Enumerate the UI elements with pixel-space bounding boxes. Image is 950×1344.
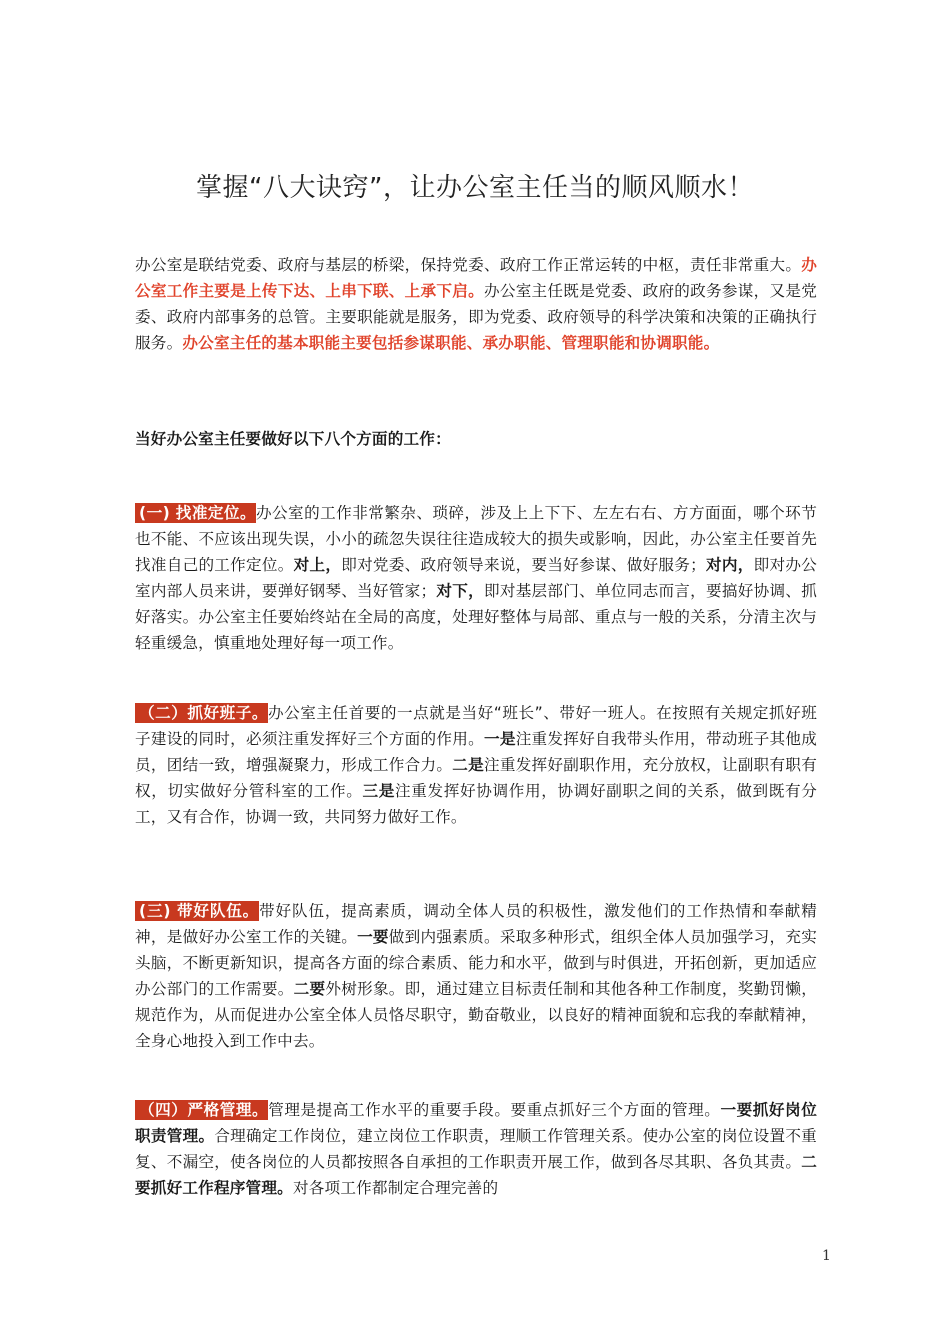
section-1-text-3: 即对办公室内部人员来讲，要弹好钢琴、当好管家； [135,556,817,600]
section-3-text-2: 做到内强素质。采取多种形式，组织全体人员加强学习，充实头脑，不断更新知识，提高各方面的综合素质、能力和水平，做到与时俱进，开拓创新，更加适应办公部门的工作需要。 [135,928,817,998]
section-1-text-4: 即对基层部门、单位同志而言，要搞好协调、抓好落实。办公室主任要始终站在全局的高度，处理好整体与局部、重点与一般的关系，分清主次与轻重缓急，慎重地处理好每一项工作。 [135,582,817,652]
intro-paragraph [135,252,817,356]
section-3-tag: (三) 带好队伍。 [135,901,259,921]
intro-text-1: 办公室是联结党委、政府与基层的桥梁，保持党委、政府工作正常运转的中枢，责任非常重大。 [135,256,802,274]
section-4-text-1: 管理是提高工作水平的重要手段。要重点抓好三个方面的管理。 [268,1101,721,1119]
section-2-bold-2: 二是 [452,756,484,774]
page-title: 掌握“八大诀窍”，让办公室主任当的顺风顺水！ [196,173,754,203]
intro-text-2: 办公室主任既是党委、政府的政务参谋，又是党委、政府内部事务的总管。主要职能就是服务，即为党委、政府领导的科学决策和决策的正确执行服务。 [135,282,817,352]
section-2-text-2: 注重发挥好自我带头作用，带动班子其他成员，团结一致，增强凝聚力，形成工作合力。 [135,730,817,774]
section-2-bold-3: 三是 [362,782,395,800]
section-1-bold-1: 对上， [293,556,342,574]
section-3-text-3: 外树形象。即，通过建立目标责任制和其他各种工作制度，奖勤罚懒，规范作为，从而促进办公室全体人员恪尽职守，勤奋敬业，以良好的精神面貌和忘我的奉献精神，全身心地投入到工作中去。 [135,980,817,1050]
section-4-tag: （四）严格管理。 [135,1100,268,1120]
section-2-bold-1: 一是 [483,730,516,748]
section-1-bold-2: 对内， [705,556,754,574]
section-1-paragraph [135,500,817,656]
section-2-text-4: 注重发挥好协调作用，协调好副职之间的关系，做到既有分工，又有合作，协调一致，共同努力做好工作。 [135,782,817,826]
section-3-bold-1: 一要 [357,928,389,946]
section-heading: 当好办公室主任要做好以下八个方面的工作： [135,430,451,448]
page-number: 1 [822,1248,831,1264]
section-1-text-2: 即对党委、政府领导来说，要当好参谋、做好服务； [341,556,706,574]
section-4-bold-2: 二要抓好工作程序管理。 [135,1153,817,1197]
section-3-text-1: 带好队伍，提高素质，调动全体人员的积极性，激发他们的工作热情和奉献精神，是做好办公室工作的关键。 [135,902,817,946]
section-1-bold-3: 对下， [436,582,484,600]
intro-highlight-2: 办公室主任的基本职能主要包括参谋职能、承办职能、管理职能和协调职能。 [182,334,720,352]
section-4-text-2: 合理确定工作岗位，建立岗位工作职责，理顺工作管理关系。使办公室的岗位设置不重复、不漏空，使各岗位的人员都按照各自承担的工作职责开展工作，做到各尽其职、各负其责。 [135,1127,817,1171]
section-3-bold-2: 二要 [293,980,326,998]
section-4-paragraph [135,1097,817,1201]
section-4-text-3: 对各项工作都制定合理完善的 [292,1179,499,1197]
section-3-paragraph [135,898,817,1054]
section-2-tag: （二）抓好班子。 [135,703,268,723]
section-4-bold-1: 一要抓好岗位职责管理。 [135,1101,818,1145]
section-2-text-3: 注重发挥好副职作用，充分放权，让副职有职有权，切实做好分管科室的工作。 [135,756,817,800]
intro-highlight-1: 办公室工作主要是上传下达、上串下联、上承下启。 [135,256,817,300]
section-2-paragraph [135,700,817,830]
section-2-text-1: 办公室主任首要的一点就是当好“班长”、带好一班人。在按照有关规定抓好班子建设的同时，必须注重发挥好三个方面的作用。 [135,704,817,748]
section-1-text-1: 办公室的工作非常繁杂、琐碎，涉及上上下下、左左右右、方方面面，哪个环节也不能、不应该出现失误，小小的疏忽失误往往造成较大的损失或影响，因此，办公室主任要首先找准自己的工作定位。 [135,504,817,574]
section-1-tag: (一) 找准定位。 [135,503,256,523]
